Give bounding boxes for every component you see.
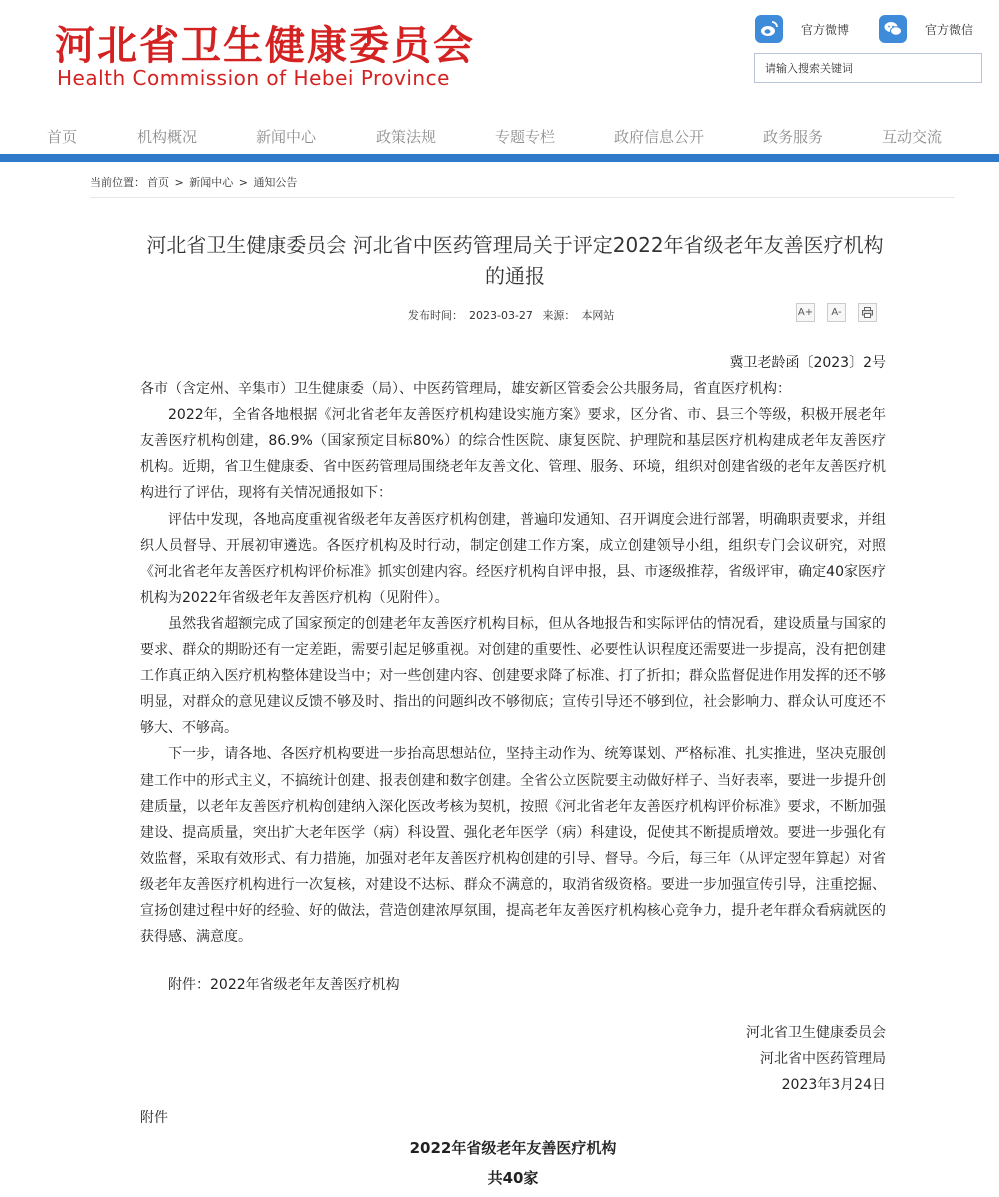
signature-org-1: 河北省卫生健康委员会 [746,1025,886,1042]
breadcrumb-home[interactable]: 首页 [147,176,169,189]
search-input[interactable] [754,53,982,83]
breadcrumb-news[interactable]: 新闻中心 [189,176,234,189]
font-increase-button[interactable] [796,303,815,322]
print-button[interactable] [858,303,877,322]
breadcrumb-separator: > [174,176,184,189]
paragraph: 下一步，请各地、各医疗机构要进一步抬高思想站位，坚持主动作为、统筹谋划、严格标准、扎实推进，坚决克服创建工作中的形式主义，不搞统计创建、报表创建和数字创建。全省公立医院要主动做好样子、当好表率，要进一步提升创建质量，以老年友善医疗机构创建纳入深化医改考核为契机，按照《河北省老年友善医疗机构评价标准》要求，不断加强建设、提高质量，突出扩大老年医学（病）科设置、强化老年医学（病）科建设，促使其不断提质增效。要进一步强化有效监督，采取有效形式、有力措施，加强对老年友善医疗机构创建的引导、督导。今后，每三年（从评定翌年算起）对省级老年友善医疗机构进行一次复核，对建设不达标、群众不满意的，取消省级资格。要进一步加强宣传引导，注重挖掘、宣扬创建过程中好的经验、好的做法，营造创建浓厚氛围，提高老年友善医疗机构核心竞争力，提升老年群众看病就医的获得感、满意度。 [140,746,886,946]
weibo-link[interactable] [755,14,849,44]
site-logo-en[interactable]: Health Commission of Hebei Province [57,66,450,90]
nav-item-services[interactable]: 政务服务 [763,128,824,146]
wechat-link[interactable] [879,14,973,44]
appendix-title: 2022年省级老年友善医疗机构 [409,1138,617,1157]
wechat-label: 官方微信 [925,22,974,37]
addressee: 各市（含定州、辛集市）卫生健康委（局）、中医药管理局，雄安新区管委会公共服务局，省直医疗机构： [140,381,791,398]
paragraph: 评估中发现，各地高度重视省级老年友善医疗机构创建，普遍印发通知、召开调度会进行部署，明确职责要求，并组织人员督导、开展初审遴选。各医疗机构及时行动，制定创建工作方案，成立创建领导小组，组织专门会议研究，对照《河北省老年友善医疗机构评价标准》抓实创建内容。经医疗机构自评申报，县、市逐级推荐，省级评审，确定40家医疗机构为2022年省级老年友善医疗机构（见附件）。 [140,511,886,606]
font-increase-label: A+ [797,307,814,318]
nav-item-topics[interactable]: 专题专栏 [495,128,556,146]
appendix-count: 共40家 [487,1168,539,1187]
site-logo-cn[interactable]: 河北省卫生健康委员会 [55,23,475,69]
article-body [140,350,886,1191]
breadcrumb-divider [90,197,955,198]
nav-item-news[interactable]: 新闻中心 [256,128,317,146]
nav-item-gov-info[interactable]: 政府信息公开 [614,128,705,146]
source-label: 来源： [542,309,576,322]
print-icon [862,307,873,318]
article-title: 河北省卫生健康委员会 河北省中医药管理局关于评定2022年省级老年友善医疗机构的通报 [146,233,884,288]
breadcrumb-notices[interactable]: 通知公告 [253,176,298,189]
publish-date: 2023-03-27 [469,309,533,322]
paragraph: 2022年，全省各地根据《河北省老年友善医疗机构建设实施方案》要求，区分省、市、县三个等级，积极开展老年友善医疗机构创建，86.9%（国家预定目标80%）的综合性医院、康复医院、护理院和基层医疗机构建成老年友善医疗机构。近期，省卫生健康委、省中医药管理局围绕老年友善文化、管理、服务、环境，组织对创建省级的老年友善医疗机构进行了评估，现将有关情况通报如下： [140,407,886,502]
font-decrease-button[interactable] [827,303,846,322]
weibo-label: 官方微博 [801,22,850,37]
appendix-label: 附件 [140,1109,168,1126]
nav-item-home[interactable]: 首页 [47,128,78,146]
article-meta [408,307,620,323]
signature-date: 2023年3月24日 [781,1077,886,1094]
document-number: 冀卫老龄函〔2023〕2号 [729,355,886,371]
weibo-icon [755,15,783,43]
site-header [0,0,999,120]
nav-accent-bar [0,154,999,162]
attachment-line[interactable]: 附件：2022年省级老年友善医疗机构 [168,977,400,994]
nav-item-policy[interactable]: 政策法规 [376,128,437,146]
paragraph: 虽然我省超额完成了国家预定的创建老年友善医疗机构目标，但从各地报告和实际评估的情况看，建设质量与国家的要求、群众的期盼还有一定差距，需要引起足够重视。对创建的重要性、必要性认识程度还需要进一步提高，没有把创建工作真正纳入医疗机构整体建设当中；对一些创建内容、创建要求降了标准、打了折扣；群众监督促进作用发挥的还不够明显，对群众的意见建议反馈不够及时、指出的问题纠改不够彻底；宣传引导还不够到位，社会影响力、群众认可度还不够大、不够高。 [140,615,886,737]
nav-item-interaction[interactable]: 互动交流 [882,128,943,146]
wechat-icon [879,15,907,43]
breadcrumb [90,174,299,190]
font-decrease-label: A- [831,307,842,318]
source-value: 本网站 [581,309,615,322]
breadcrumb-prefix: 当前位置： [90,176,145,189]
article-tools [796,303,877,322]
signature-org-2: 河北省中医药管理局 [760,1051,886,1068]
publish-label: 发布时间： [408,309,463,322]
nav-item-about[interactable]: 机构概况 [137,128,198,146]
main-nav [0,120,999,154]
breadcrumb-separator: > [238,176,248,189]
